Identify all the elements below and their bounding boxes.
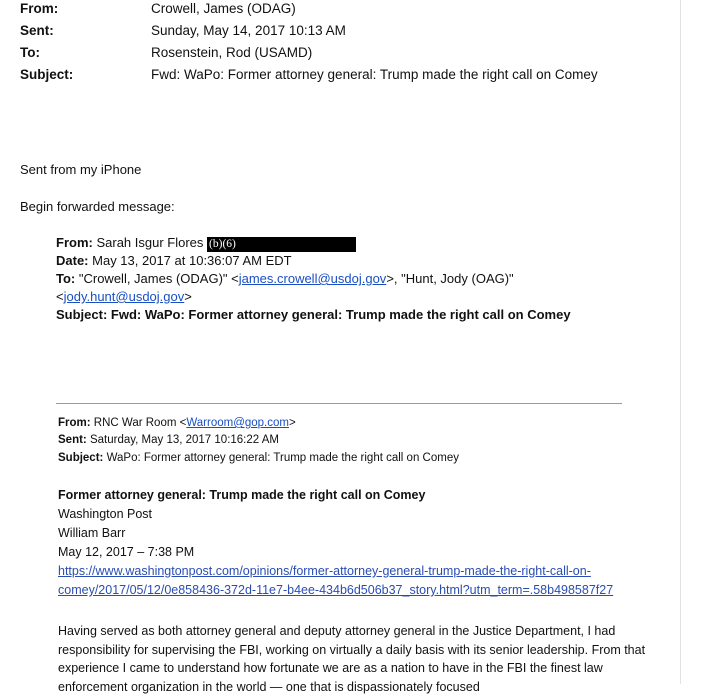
header-to-value: Rosenstein, Rod (USAMD) <box>151 45 313 60</box>
rnc-sent-line <box>58 433 279 448</box>
fwd-from-value: Sarah Isgur Flores <box>96 235 204 250</box>
article-author: William Barr <box>58 526 126 540</box>
redaction-box: (b)(6) <box>207 237 356 252</box>
fwd-from-line <box>56 234 356 252</box>
header-to-label: To: <box>20 45 40 60</box>
header-from-value: Crowell, James (ODAG) <box>151 1 296 16</box>
fwd-to-line-2 <box>56 288 192 305</box>
fwd-subject-label: Subject: <box>56 307 108 322</box>
rnc-subject-value: WaPo: Former attorney general: Trump made the right call on Comey <box>106 452 459 464</box>
fwd-from-label: From: <box>56 235 93 250</box>
fwd-to-mid: >, "Hunt, Jody (OAG)" <box>386 271 514 286</box>
article-date: May 12, 2017 – 7:38 PM <box>58 545 195 559</box>
fwd-to-pre: "Crowell, James (ODAG)" < <box>78 271 239 286</box>
rnc-from-line <box>58 416 296 431</box>
article-publication: Washington Post <box>58 507 153 521</box>
fwd-to-pre-2: < <box>56 289 64 304</box>
rnc-subject-line <box>58 451 459 466</box>
header-subject-value: Fwd: WaPo: Former attorney general: Trump made the right call on Comey <box>151 67 598 82</box>
fwd-subject-line <box>56 306 571 323</box>
signature-text: Sent from my iPhone <box>20 162 142 177</box>
header-from-label: From: <box>20 1 59 16</box>
rnc-sent-label: Sent: <box>58 434 87 446</box>
fwd-date-line <box>56 252 292 269</box>
article-url-part-1[interactable]: https://www.washingtonpost.com/opinions/former-attorney-general-trump-made-the-right-call-on- <box>58 564 591 578</box>
fwd-to-label: To: <box>56 271 76 286</box>
fwd-to-post-2: > <box>184 289 192 304</box>
fwd-subject-value: Fwd: WaPo: Former attorney general: Trump made the right call on Comey <box>110 307 571 322</box>
header-sent-value: Sunday, May 14, 2017 10:13 AM <box>151 23 346 38</box>
fwd-date-value: May 13, 2017 at 10:36:07 AM EDT <box>92 253 292 268</box>
fwd-to-line <box>56 270 514 287</box>
rnc-subject-label: Subject: <box>58 452 104 464</box>
article-url-line-1[interactable] <box>58 562 591 581</box>
fwd-date-label: Date: <box>56 253 89 268</box>
article-body-paragraph: Having served as both attorney general and deputy attorney general in the Justice Department, I had responsibility for supervising the FBI, working on virtually a daily basis with its senior leadership. From that experience I came to understand how fortunate we are as a nation to have in the FBI the finest law enforcement organization in the world — one that is dispassionately focused <box>58 624 646 694</box>
header-sent-label: Sent: <box>20 23 54 38</box>
fwd-to-email-1[interactable]: james.crowell@usdoj.gov <box>238 271 387 286</box>
divider-line <box>56 403 622 404</box>
fwd-to-email-2[interactable]: jody.hunt@usdoj.gov <box>63 289 185 304</box>
rnc-from-pre: RNC War Room < <box>93 417 187 429</box>
article-title: Former attorney general: Trump made the right call on Comey <box>58 488 426 502</box>
article-url-line-2[interactable] <box>58 581 613 600</box>
page-right-border <box>680 0 681 684</box>
article-url-part-2[interactable]: comey/2017/05/12/0e858436-372d-11e7-b4ee-434b6d506b37_story.html?utm_term=.58b498587f27 <box>58 583 614 597</box>
header-subject-label: Subject: <box>20 67 74 82</box>
rnc-from-email[interactable]: Warroom@gop.com <box>186 417 289 429</box>
rnc-sent-value: Saturday, May 13, 2017 10:16:22 AM <box>89 434 279 446</box>
begin-forwarded-text: Begin forwarded message: <box>20 199 175 214</box>
rnc-from-label: From: <box>58 417 91 429</box>
rnc-from-post: > <box>288 417 296 429</box>
